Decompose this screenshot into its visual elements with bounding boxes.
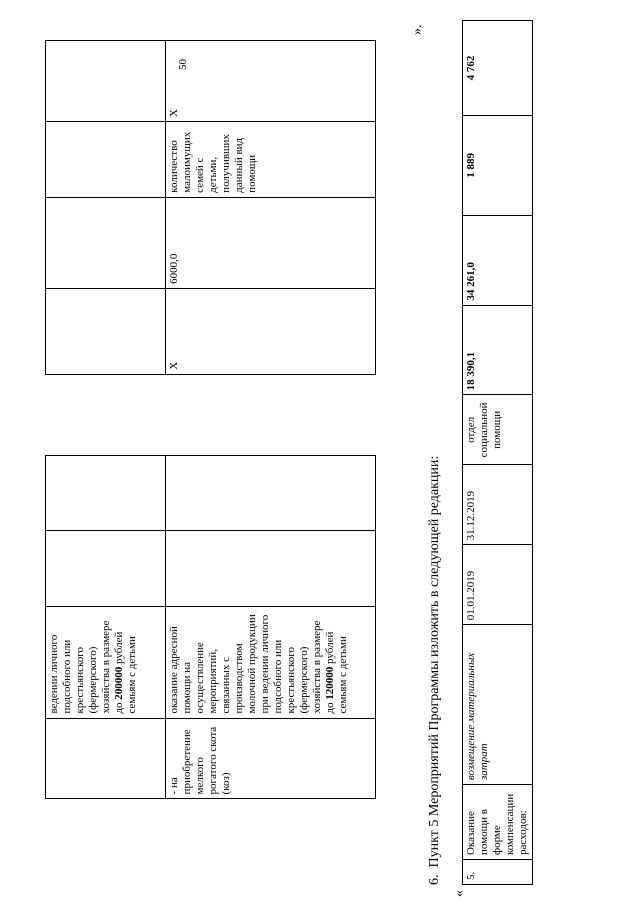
open-quote: « — [452, 890, 467, 897]
item-label: - на приобретение мелкого рогатого скота (коз) — [166, 718, 376, 799]
table-row — [166, 41, 376, 896]
cont-text: ведении личного подсобного или крестьянского (фермерского) хозяйства в размере до 200000 рублей семьям с детьми — [46, 607, 166, 718]
value-4: 4 762 — [463, 21, 533, 116]
value-1: 18 390,1 — [463, 305, 533, 395]
x-mark-2: X — [166, 41, 376, 122]
x-mark: X — [166, 288, 376, 374]
measure-form: возмещение материальных затрат — [463, 625, 533, 785]
row-number: 5. — [463, 860, 533, 885]
executor: отдел социальной помощи — [463, 395, 533, 465]
table-row — [46, 41, 166, 896]
end-date: 31.12.2019 — [463, 465, 533, 545]
value-2: 34 261,0 — [463, 215, 533, 305]
measure-name: Оказание помощи в форме компенсации расходов: — [463, 785, 533, 860]
value-3: 1 889 — [463, 115, 533, 215]
section-heading: 6. Пункт 5 Мероприятий Программы изложить в следующей редакции: — [427, 455, 442, 885]
target-value: 50 — [177, 59, 189, 70]
table-row — [463, 21, 533, 885]
item-text: оказание адресной помощи на осуществление мероприятий, связанных с производством молочной продукции при ведении личного подсобного или крестьянского (фермерского) хозяйства в размере до 120000 рублей семьям с детьми — [166, 607, 376, 718]
start-date: 01.01.2019 — [463, 545, 533, 625]
indicator-cell: количество малоимущих семей с детьми, получивших данный вид помощи — [166, 121, 376, 197]
close-quote: ». — [410, 24, 425, 35]
lower-table — [462, 20, 533, 885]
upper-table — [45, 40, 376, 895]
amount-cell: 6000,0 — [166, 197, 376, 288]
